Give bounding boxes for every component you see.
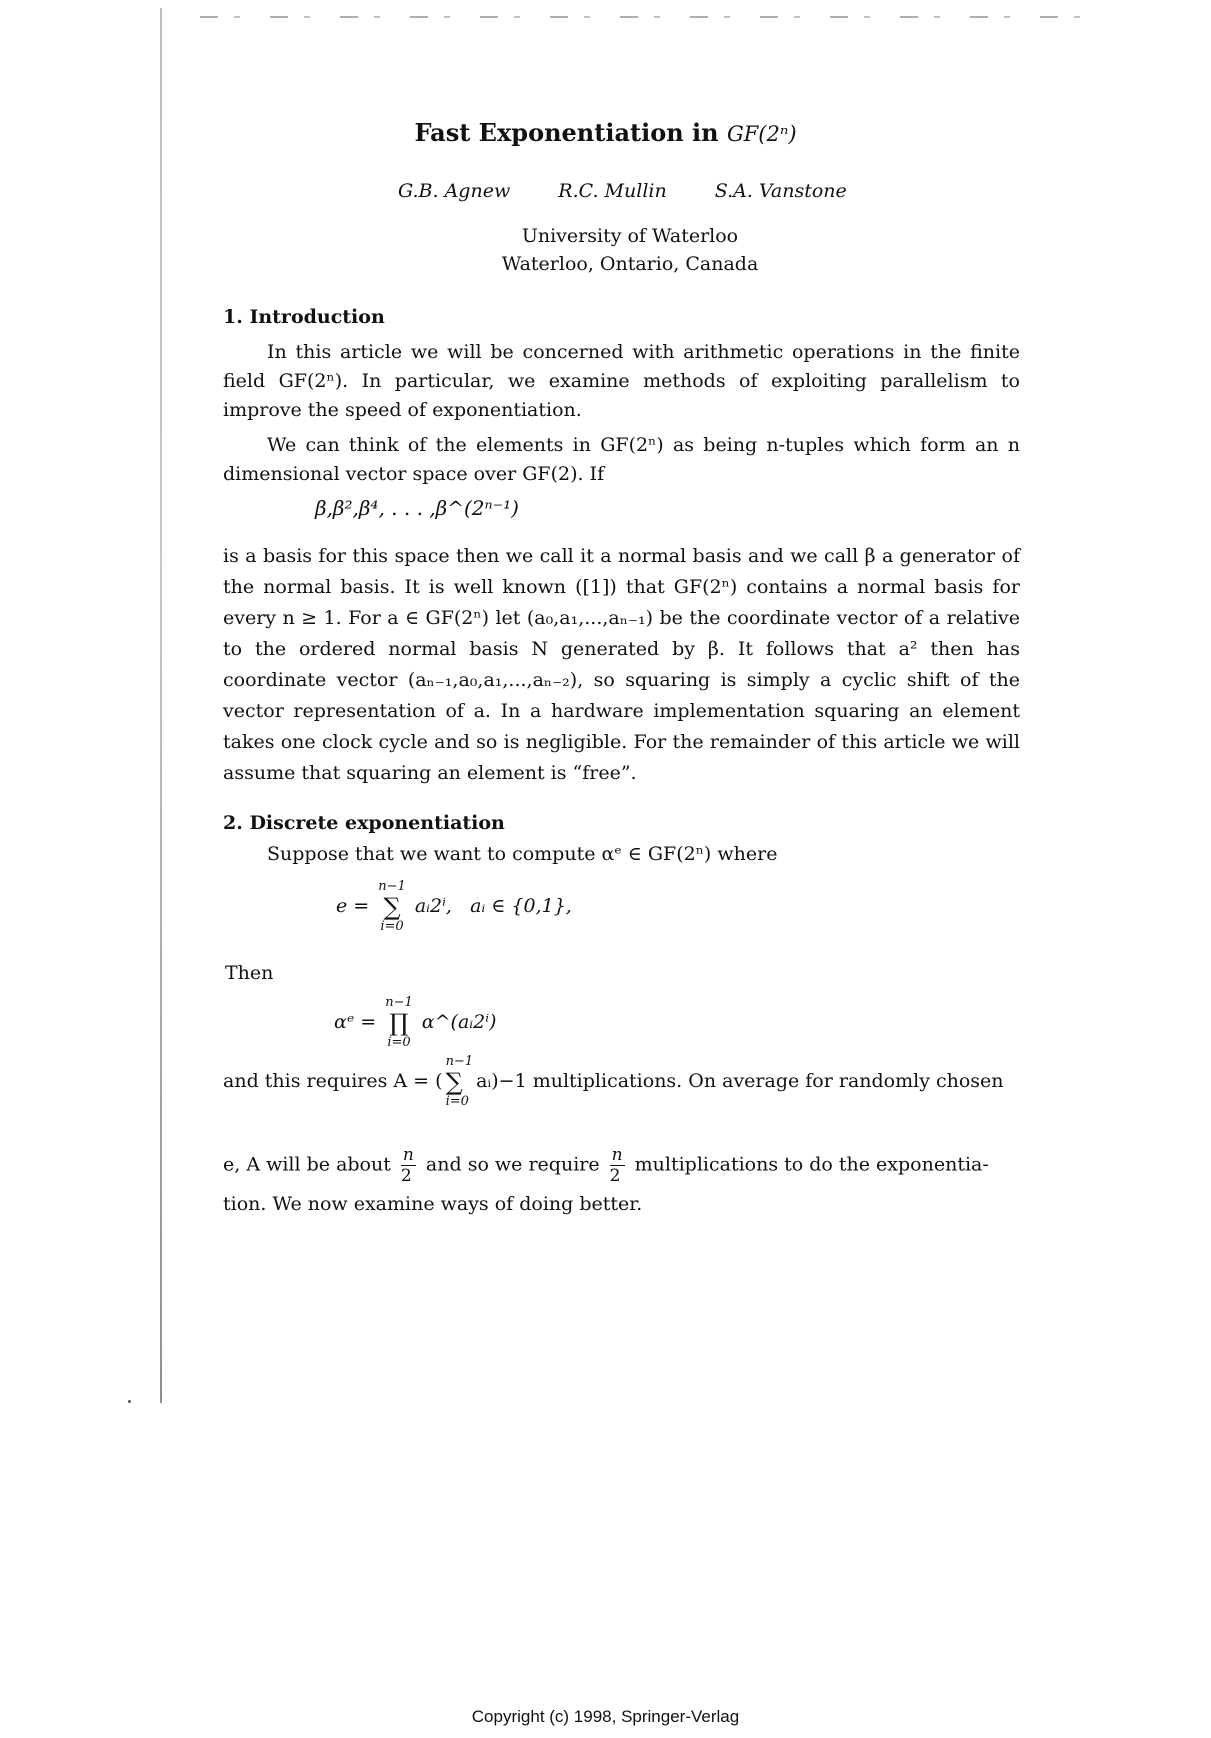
product-lower-limit: i=0 xyxy=(387,1035,411,1050)
product-operator xyxy=(385,996,413,1050)
para5-text-c: multiplications to do the exponentia- xyxy=(634,1153,989,1176)
fraction-denominator: 2 xyxy=(609,1166,621,1186)
inline-sum-symbol: ∑ xyxy=(445,1068,463,1096)
fraction-n-over-2 xyxy=(610,1145,625,1186)
scan-speck xyxy=(128,1400,131,1403)
eq1-condition: aᵢ ∈ {0,1}, xyxy=(470,895,572,917)
title-text: Fast Exponentiation in xyxy=(414,118,719,147)
fraction-numerator: n xyxy=(402,1145,414,1165)
intro-paragraph-2: We can think of the elements in GF(2ⁿ) as being n-tuples which form an n dimensional vector space over GF(2). If xyxy=(223,434,1020,485)
average-cost-paragraph xyxy=(223,1145,1020,1223)
sum-symbol: ∑ xyxy=(383,893,401,921)
intro-paragraph-3: is a basis for this space then we call it a normal basis and we call β a generator of the normal basis. It is well known ([1]) that GF(2ⁿ) contains a normal basis for every n ≥ 1. For a ∈ GF(2ⁿ) let (a₀,a₁,...,aₙ₋₁) be the coordinate vector of a relative to the ordered normal basis N generated by β. It follows that a² then has coordinate vector (aₙ₋₁,a₀,a₁,...,aₙ₋₂), so squaring is simply a cyclic shift of the vector representation of a. In a hardware implementation squaring an element takes one clock cycle and so is negligible. For the remainder of this article we will assume that squaring an element is “free”. xyxy=(223,545,1020,784)
affiliation-line-1: University of Waterloo xyxy=(521,225,739,247)
eq2-body: α^(aᵢ2ⁱ) xyxy=(421,1011,497,1033)
eq1-lhs: e = xyxy=(336,895,370,917)
para5-text-d: tion. We now examine ways of doing better. xyxy=(223,1193,643,1215)
sum-operator xyxy=(378,880,406,934)
copyright-footer: Copyright (c) 1998, Springer-Verlag xyxy=(471,1707,740,1726)
equation-exponent-sum xyxy=(336,880,572,934)
product-symbol: ∏ xyxy=(389,1009,409,1037)
author: G.B. Agnew xyxy=(398,180,511,202)
scan-edge-left xyxy=(160,8,162,1403)
inline-sum-upper: n−1 xyxy=(445,1054,474,1069)
scan-edge-top xyxy=(200,16,1100,18)
then-line: Then xyxy=(225,962,274,984)
paper-title xyxy=(0,118,1211,147)
section-heading-discrete-exponentiation: 2. Discrete exponentiation xyxy=(223,812,505,834)
fraction-n-over-2 xyxy=(401,1145,416,1186)
eq2-lhs: αᵉ = xyxy=(334,1011,377,1033)
sum-upper-limit: n−1 xyxy=(378,879,406,894)
intro-paragraph-1: In this article we will be concerned with arithmetic operations in the finite field GF(2ⁿ). In particular, we examine methods of exploiting parallelism to improve the speed of exponentiation. xyxy=(223,341,1020,421)
sum-lower-limit: i=0 xyxy=(380,919,404,934)
para5-text-b: and so we require xyxy=(425,1153,600,1176)
fraction-numerator: n xyxy=(611,1145,623,1165)
product-upper-limit: n−1 xyxy=(385,995,413,1010)
affiliation-line-2: Waterloo, Ontario, Canada xyxy=(501,253,759,275)
author: R.C. Mullin xyxy=(558,180,667,202)
normal-basis-formula: β,β²,β⁴, . . . ,β^(2ⁿ⁻¹) xyxy=(315,496,519,520)
para4-text-start: and this requires A = ( xyxy=(223,1070,443,1092)
equation-exponent-product xyxy=(334,996,496,1050)
author-list xyxy=(398,180,889,202)
inline-sum-operator xyxy=(446,1055,474,1109)
eq1-body: aᵢ2ⁱ, xyxy=(414,895,452,917)
section-heading-introduction: 1. Introduction xyxy=(223,306,385,328)
suppose-line: Suppose that we want to compute αᵉ ∈ GF(2ⁿ) where xyxy=(267,843,778,865)
author: S.A. Vanstone xyxy=(714,180,847,202)
fraction-denominator: 2 xyxy=(400,1166,412,1186)
multiplications-paragraph xyxy=(223,1055,1020,1109)
inline-sum-lower: i=0 xyxy=(445,1094,469,1109)
para5-text-a: e, A will be about xyxy=(223,1153,391,1176)
title-field: GF(2ⁿ) xyxy=(726,122,797,146)
para4-text-end: aᵢ)−1 multiplications. On average for randomly chosen xyxy=(476,1070,1004,1092)
